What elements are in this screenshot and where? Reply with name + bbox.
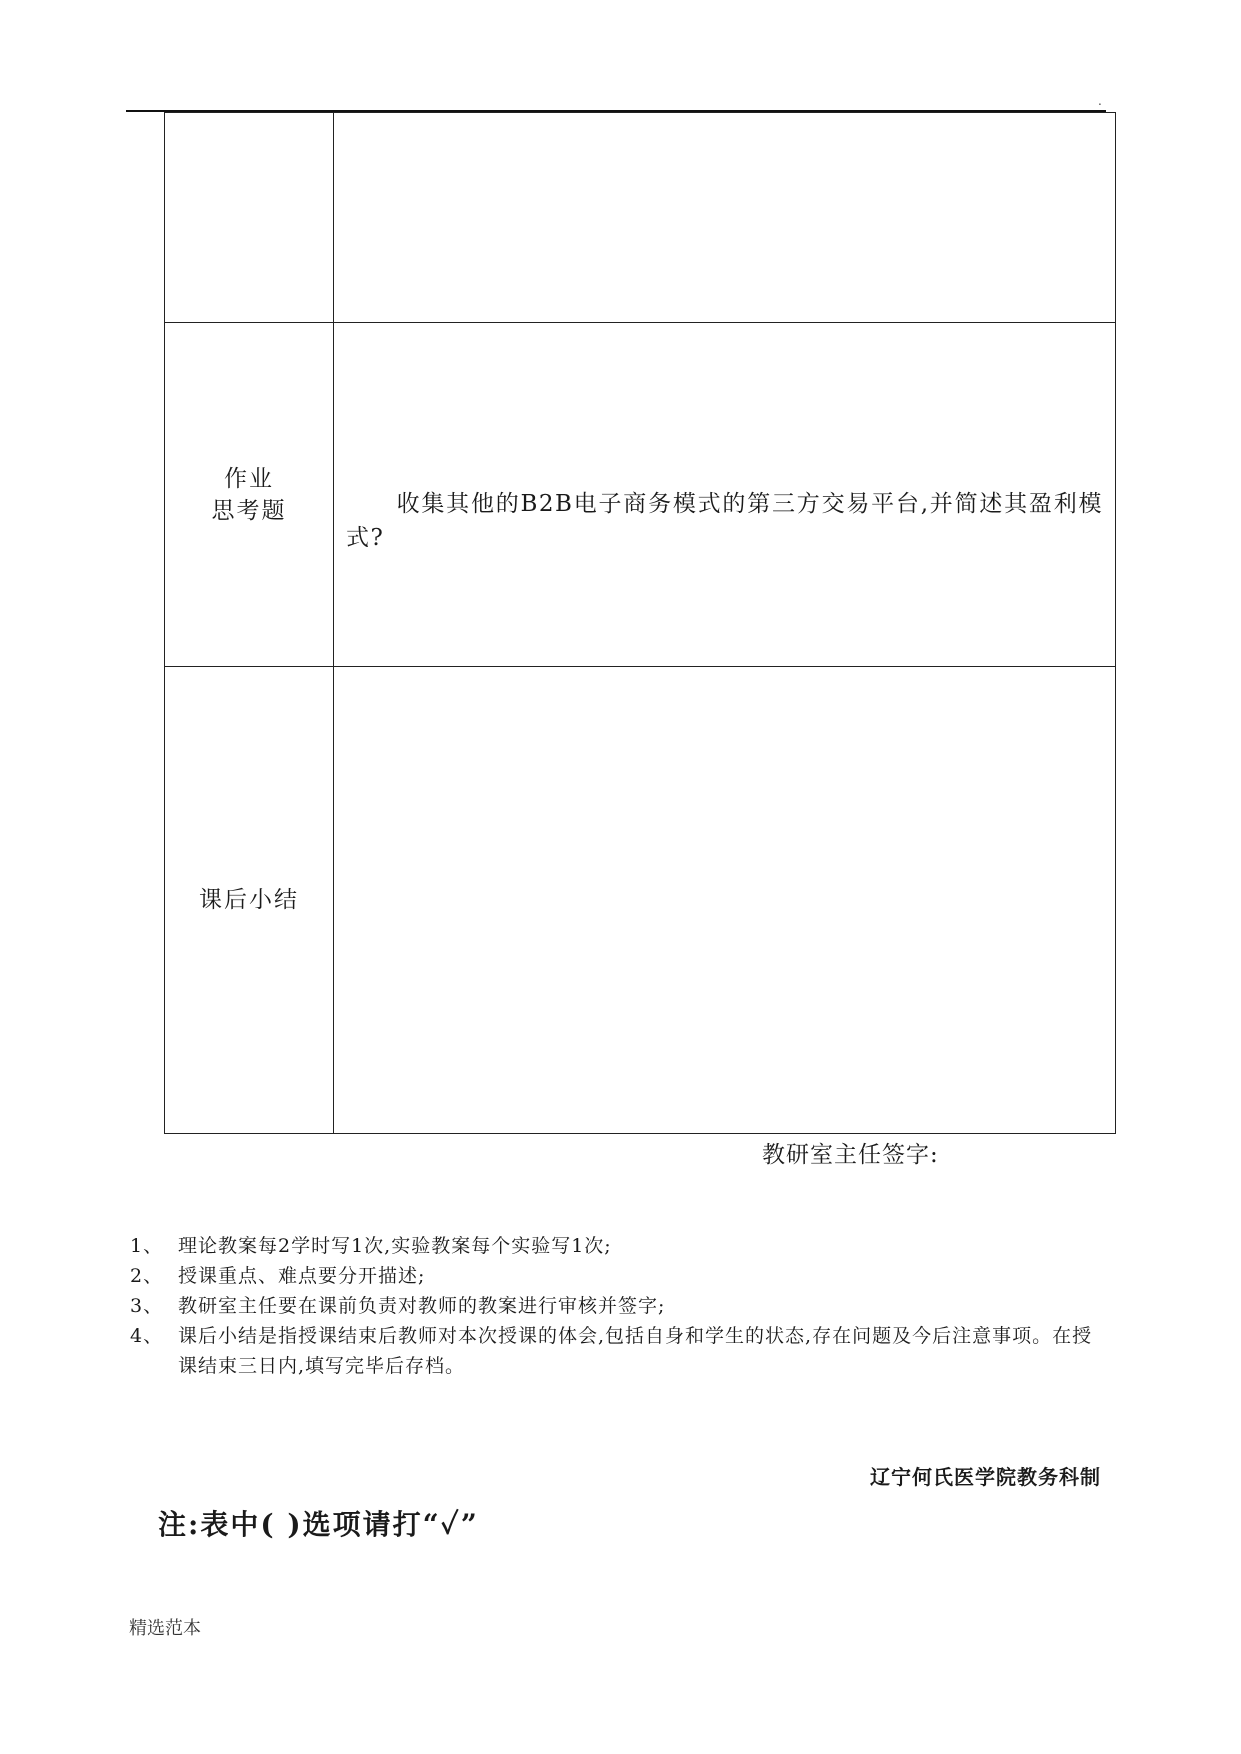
homework-label-line2: 思考题: [211, 497, 287, 524]
note-text: 课后小结是指授课结束后教师对本次授课的体会,包括自身和学生的状态,存在问题及今后注意事项。在授课结束三日内,填写完毕后存档。: [178, 1325, 1093, 1377]
homework-label-cell: [165, 323, 334, 667]
note-text: 教研室主任要在课前负责对教师的教案进行审核并签字;: [178, 1295, 666, 1317]
note-number: 4、: [130, 1325, 164, 1347]
header-dot: .: [1098, 94, 1102, 108]
summary-label: 课后小结: [199, 887, 299, 913]
lesson-plan-table: [164, 112, 1116, 1134]
table-row-homework: [165, 323, 1116, 667]
checkmark-note: 注:表中( )选项请打“✓”: [158, 1508, 479, 1541]
note-item: [130, 1261, 1105, 1291]
note-item: [130, 1231, 1105, 1261]
homework-text: 收集其他的B2B电子商务模式的第三方交易平台,并简述其盈利模式?: [346, 491, 1103, 551]
table-row-summary: [165, 667, 1116, 1134]
note-number: 2、: [130, 1265, 164, 1287]
homework-content-cell: [334, 323, 1116, 667]
note-item: [130, 1291, 1105, 1321]
note-number: 1、: [130, 1235, 164, 1257]
top-content-cell: [334, 113, 1116, 323]
issuer-label: 辽宁何氏医学院教务科制: [870, 1465, 1101, 1489]
summary-label-cell: [165, 667, 334, 1134]
note-item: [130, 1321, 1105, 1381]
director-signature-label: 教研室主任签字:: [762, 1142, 939, 1168]
top-label-cell: [165, 113, 334, 323]
summary-content-cell: [334, 667, 1116, 1134]
notes-list: [130, 1231, 1105, 1381]
homework-label-line1: 作业: [224, 465, 274, 492]
footer-text: 精选范本: [129, 1618, 201, 1639]
note-text: 授课重点、难点要分开描述;: [178, 1265, 426, 1287]
note-text: 理论教案每2学时写1次,实验教案每个实验写1次;: [178, 1235, 612, 1257]
table-row-top: [165, 113, 1116, 323]
note-number: 3、: [130, 1295, 164, 1317]
